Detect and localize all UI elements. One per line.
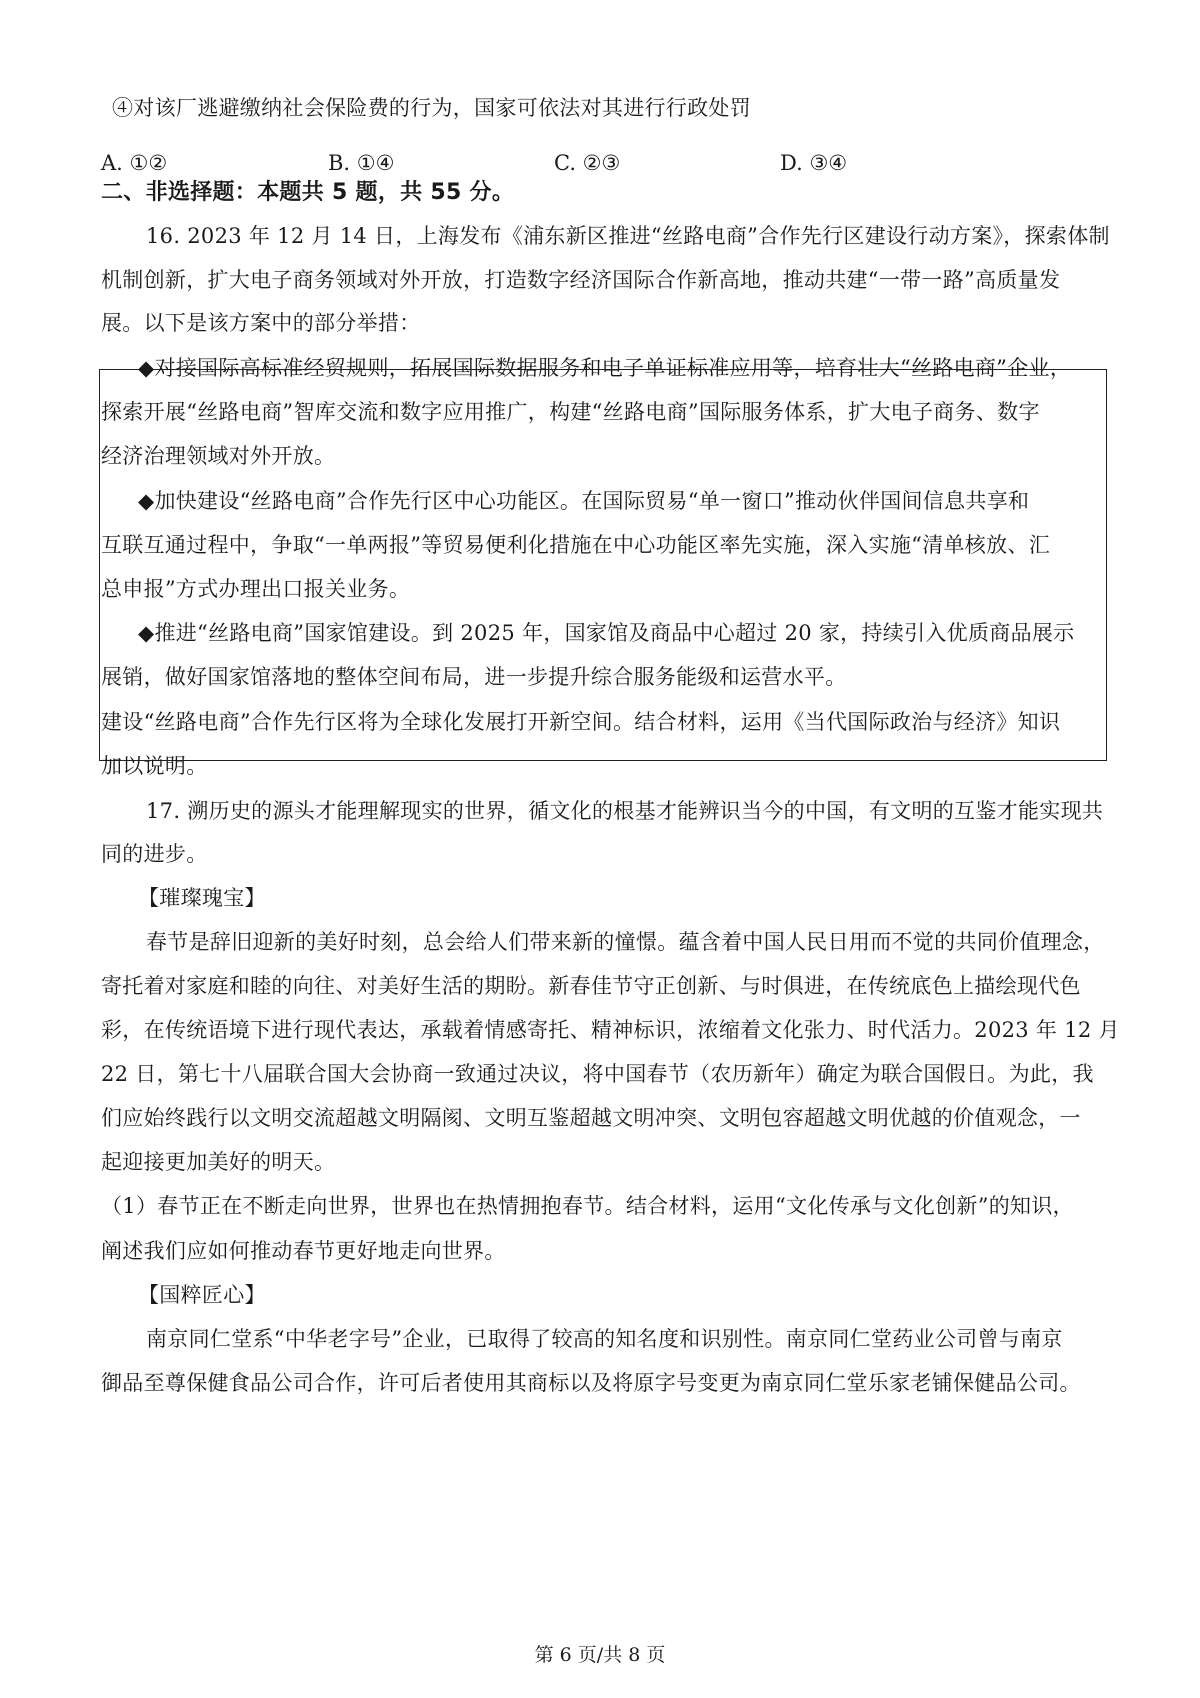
q17-sub1-line: （1）春节正在不断走向世界，世界也在热情拥抱春节。结合材料，运用“文化传承与文化创新”的知识， bbox=[101, 1194, 1074, 1218]
choice-d: D. ③④ bbox=[780, 151, 848, 175]
q16-intro-line: 展。以下是该方案中的部分举措： bbox=[101, 311, 421, 335]
q16-box-line: ◆对接国际高标准经贸规则，拓展国际数据服务和电子单证标准应用等，培育壮大“丝路电商”企业， bbox=[138, 356, 1072, 380]
q16-question-line: 加以说明。 bbox=[101, 754, 208, 778]
q17-heading-treasure: 【璀璨瑰宝】 bbox=[138, 886, 266, 910]
choice-b: B. ①④ bbox=[328, 151, 395, 175]
q16-box-line: 探索开展“丝路电商”智库交流和数字应用推广，构建“丝路电商”国际服务体系，扩大电子商务、数字 bbox=[101, 400, 1040, 424]
q17-intro-line: 同的进步。 bbox=[101, 842, 208, 866]
choice-a: A. ①② bbox=[101, 151, 168, 175]
q16-box-line: 经济治理领域对外开放。 bbox=[101, 444, 336, 468]
q17-heading-craft: 【国粹匠心】 bbox=[138, 1283, 266, 1307]
q16-intro-line: 16. 2023 年 12 月 14 日，上海发布《浦东新区推进“丝路电商”合作先行区建设行动方案》，探索体制 bbox=[146, 224, 1110, 248]
page-footer: 第 6 页/共 8 页 bbox=[534, 1644, 666, 1666]
q17-para1-line: 春节是辞旧迎新的美好时刻，总会给人们带来新的憧憬。蕴含着中国人民日用而不觉的共同价值理念， bbox=[146, 930, 1105, 954]
q17-para2-line: 南京同仁堂系“中华老字号”企业，已取得了较高的知名度和识别性。南京同仁堂药业公司曾与南京 bbox=[146, 1327, 1063, 1351]
q16-box-line: 总申报”方式办理出口报关业务。 bbox=[101, 577, 411, 601]
q16-box-line: ◆推进“丝路电商”国家馆建设。到 2025 年，国家馆及商品中心超过 20 家，持续引入优质商品展示 bbox=[138, 621, 1075, 645]
q17-sub1-line: 阐述我们应如何推动春节更好地走向世界。 bbox=[101, 1239, 506, 1263]
q16-intro-line: 机制创新，扩大电子商务领域对外开放，打造数字经济国际合作新高地，推动共建“一带一路”高质量发 bbox=[101, 268, 1061, 292]
q17-intro-line: 17. 溯历史的源头才能理解现实的世界，循文化的根基才能辨识当今的中国，有文明的互鉴才能实现共 bbox=[146, 799, 1104, 823]
q16-box-line: ◆加快建设“丝路电商”合作先行区中心功能区。在国际贸易“单一窗口”推动伙伴国间信息共享和 bbox=[138, 489, 1030, 513]
q17-para2-line: 御品至尊保健食品公司合作，许可后者使用其商标以及将原字号变更为南京同仁堂乐家老铺保健品公司。 bbox=[101, 1371, 1081, 1395]
q17-para1-line: 们应始终践行以文明交流超越文明隔阂、文明互鉴超越文明冲突、文明包容超越文明优越的价值观念，一 bbox=[101, 1106, 1081, 1130]
q17-para1-line: 彩，在传统语境下进行现代表达，承载着情感寄托、精神标识，浓缩着文化张力、时代活力。2023 年 12 月 bbox=[101, 1018, 1120, 1042]
q17-para1-line: 寄托着对家庭和睦的向往、对美好生活的期盼。新春佳节守正创新、与时俱进，在传统底色上描绘现代色 bbox=[101, 974, 1081, 998]
section-header: 二、非选择题：本题共 5 题，共 55 分。 bbox=[101, 180, 515, 205]
option-4-text: ④对该厂逃避缴纳社会保险费的行为，国家可依法对其进行行政处罚 bbox=[112, 96, 751, 120]
q16-material-box bbox=[99, 369, 1107, 761]
q17-para1-line: 22 日，第七十八届联合国大会协商一致通过决议，将中国春节（农历新年）确定为联合国假日。为此，我 bbox=[101, 1062, 1094, 1086]
q16-box-line: 展销，做好国家馆落地的整体空间布局，进一步提升综合服务能级和运营水平。 bbox=[101, 665, 847, 689]
choice-c: C. ②③ bbox=[554, 151, 621, 175]
q17-para1-line: 起迎接更加美好的明天。 bbox=[101, 1150, 336, 1174]
q16-question-line: 建设“丝路电商”合作先行区将为全球化发展打开新空间。结合材料，运用《当代国际政治与经济》知识 bbox=[101, 710, 1061, 734]
q16-box-line: 互联互通过程中，争取“一单两报”等贸易便利化措施在中心功能区率先实施，深入实施“清单核放、汇 bbox=[101, 533, 1051, 557]
